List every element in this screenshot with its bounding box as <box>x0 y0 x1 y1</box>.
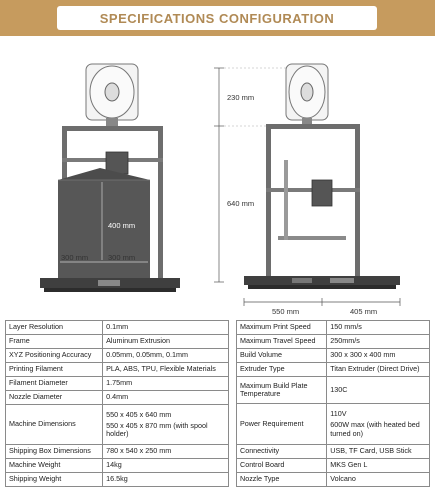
side-right-upright <box>355 126 360 276</box>
side-mid-height-label: 640 mm <box>227 199 255 208</box>
spec-value: 780 x 540 x 250 mm <box>103 445 229 459</box>
page-title: SPECIFICATIONS CONFIGURATION <box>99 10 335 26</box>
spec-value: MKS Gen L <box>327 459 430 473</box>
spec-value: Aluminum Extrusion <box>103 335 229 349</box>
spec-key: XYZ Positioning Accuracy <box>6 349 103 363</box>
spec-key: Filament Diameter <box>6 377 103 391</box>
spec-value: Titan Extruder (Direct Drive) <box>327 363 430 377</box>
side-base <box>244 276 400 285</box>
spec-key: Machine Dimensions <box>6 405 103 445</box>
spec-key: Maximum Print Speed <box>237 321 327 335</box>
front-spool <box>86 64 138 126</box>
spec-value: 300 x 300 x 400 mm <box>327 349 430 363</box>
table-row <box>237 404 430 445</box>
spec-value <box>327 404 430 445</box>
spec-value-line: 110V <box>330 409 347 419</box>
side-view <box>214 64 400 316</box>
front-volume-height-label: 400 mm <box>108 221 136 230</box>
spec-value: 0.05mm, 0.05mm, 0.1mm <box>103 349 229 363</box>
table-row <box>237 321 430 335</box>
header-title-box <box>57 6 377 30</box>
table-row <box>6 405 229 445</box>
spec-value: 130C <box>327 377 430 404</box>
front-view <box>40 64 180 292</box>
header-banner <box>0 0 435 36</box>
spec-key: Shipping Box Dimensions <box>6 445 103 459</box>
spec-value-line: 550 x 405 x 870 mm (with spool holder) <box>106 420 208 439</box>
spec-value: 14kg <box>103 459 229 473</box>
table-row <box>237 363 430 377</box>
table-row <box>237 473 430 487</box>
spec-value: PLA, ABS, TPU, Flexible Materials <box>103 363 229 377</box>
spec-value: 1.75mm <box>103 377 229 391</box>
table-row <box>237 377 430 404</box>
spec-key: Nozzle Type <box>237 473 327 487</box>
table-row <box>6 445 229 459</box>
spec-key: Control Board <box>237 459 327 473</box>
table-row <box>237 349 430 363</box>
table-row <box>6 377 229 391</box>
spec-value: 150 mm/s <box>327 321 430 335</box>
side-width-left-label: 550 mm <box>272 307 300 316</box>
spec-key: Power Requirement <box>237 404 327 445</box>
spec-key: Maximum Travel Speed <box>237 335 327 349</box>
spec-key: Shipping Weight <box>6 473 103 487</box>
spec-value-line: 550 x 405 x 640 mm <box>106 409 172 419</box>
front-width-left-label: 300 mm <box>61 253 89 262</box>
printer-diagram <box>0 40 435 318</box>
table-row <box>6 321 229 335</box>
table-row <box>6 473 229 487</box>
spec-value: USB, TF Card, USB Stick <box>327 445 430 459</box>
spec-key: Extruder Type <box>237 363 327 377</box>
side-extruder <box>312 180 332 206</box>
spec-key: Nozzle Diameter <box>6 391 103 405</box>
spec-table-left <box>5 320 229 487</box>
spec-key: Machine Weight <box>6 459 103 473</box>
spec-key: Connectivity <box>237 445 327 459</box>
spec-key: Layer Resolution <box>6 321 103 335</box>
front-top-beam <box>62 126 163 131</box>
table-row <box>237 459 430 473</box>
table-row <box>6 391 229 405</box>
spec-key: Frame <box>6 335 103 349</box>
spec-value: 250mm/s <box>327 335 430 349</box>
front-width-right-label: 300 mm <box>108 253 136 262</box>
spec-value: Volcano <box>327 473 430 487</box>
side-top-beam <box>266 124 360 129</box>
table-row <box>6 363 229 377</box>
spec-value: 0.1mm <box>103 321 229 335</box>
spec-value: 16.5kg <box>103 473 229 487</box>
front-right-upright <box>158 128 163 278</box>
spec-key: Printing Filament <box>6 363 103 377</box>
table-row <box>6 349 229 363</box>
table-row <box>6 459 229 473</box>
spec-key: Maximum Build Plate Temperature <box>237 377 327 404</box>
build-volume-box <box>58 180 150 278</box>
spec-value-line: 600W max (with heated bed turned on) <box>330 420 420 438</box>
side-width-right-label: 405 mm <box>350 307 378 316</box>
table-row <box>237 445 430 459</box>
side-top-height-label: 230 mm <box>227 93 255 102</box>
printer-dimensions-figure <box>0 40 435 318</box>
spec-key: Build Volume <box>237 349 327 363</box>
table-row <box>237 335 430 349</box>
spec-table-right <box>236 320 430 487</box>
spec-value <box>103 405 229 445</box>
table-row <box>6 335 229 349</box>
side-left-upright <box>266 126 271 276</box>
side-spool <box>286 64 328 126</box>
spec-value: 0.4mm <box>103 391 229 405</box>
